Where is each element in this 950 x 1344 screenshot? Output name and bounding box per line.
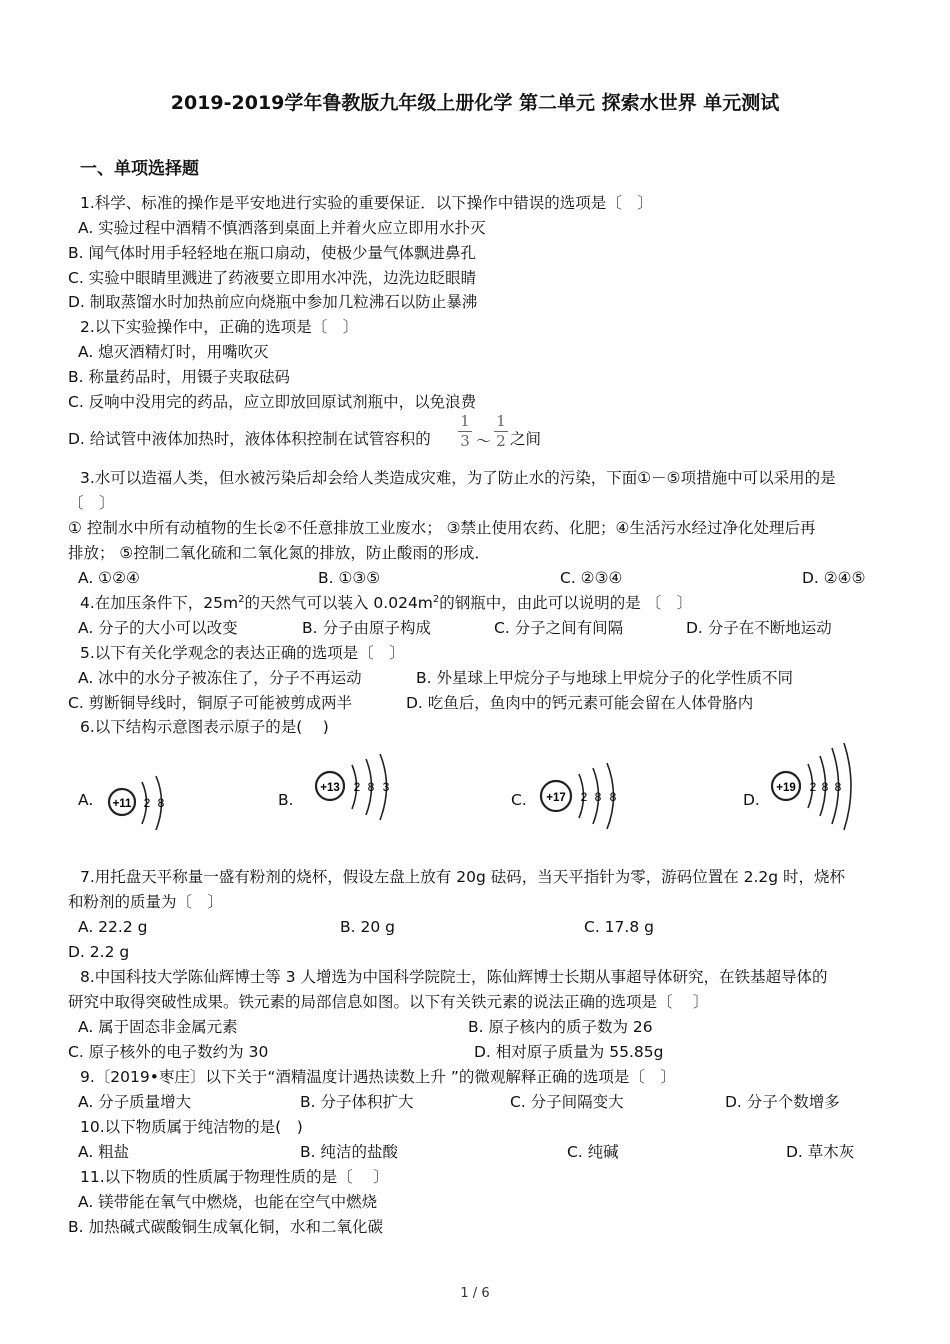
shell-electron-count: 8 [821, 780, 829, 794]
q10-option-a: A. 粗盐 [78, 1143, 130, 1161]
nucleus-charge: +17 [546, 792, 566, 804]
q9-option-b: B. 分子体积扩大 [300, 1093, 414, 1111]
fraction-one-third-denominator: 3 [460, 432, 470, 450]
q8-stem-line2: 研究中取得突破性成果。铁元素的局部信息如图。以下有关铁元素的说法正确的选项是〔 〕 [68, 993, 709, 1011]
q4-superscript-1: 2 [238, 593, 245, 605]
q10-option-b: B. 纯洁的盐酸 [300, 1143, 398, 1161]
q2-stem: 2.以下实验操作中，正确的选项是〔 〕 [80, 318, 359, 336]
q9-stem: 9.〔2019•枣庄〕以下关于“酒精温度计遇热读数上升 ”的微观解释正确的选项是〔 〕 [80, 1068, 676, 1086]
q2-option-d: D. 给试管中液体加热时，液体体积控制在试管容积的 [68, 430, 431, 448]
q3-measures-line2: 排放； ⑤控制二氧化硫和二氧化氮的排放，防止酸雨的形成． [68, 544, 490, 562]
q9-option-d: D. 分子个数增多 [725, 1093, 840, 1111]
q3-option-a: A. ①②④ [78, 569, 140, 587]
q9-option-c: C. 分子间隔变大 [510, 1093, 624, 1111]
q3-option-b: B. ①③⑤ [318, 569, 381, 587]
q3-measures-line1: ① 控制水中所有动植物的生长②不任意排放工业废水； ③禁止使用农药、化肥；④生活污水经过净化处理后再 [68, 519, 816, 537]
q6-option-a-label: A. [78, 791, 94, 809]
q4-stem [80, 592, 692, 614]
q1-option-c: C. 实验中眼睛里溅进了药液要立即用水冲洗，边洗边眨眼睛 [68, 269, 477, 287]
q6-option-c-label: C. [511, 791, 527, 809]
shell-electron-count: 3 [382, 780, 390, 794]
q6-option-d-label: D. [743, 791, 760, 809]
atom-diagram-d [766, 742, 858, 834]
shell-electron-count: 2 [353, 780, 361, 794]
q3-stem-line2: 〔 〕 [68, 494, 115, 512]
q4-stem-part2: 的天然气可以装入 0.024m [244, 594, 433, 612]
q1-option-d: D. 制取蒸馏水时加热前应向烧瓶中参加几粒沸石以防止暴沸 [68, 293, 478, 311]
q11-stem: 11.以下物质的性质属于物理性质的是〔 〕 [80, 1168, 389, 1186]
q10-option-c: C. 纯碱 [567, 1143, 619, 1161]
page-number: 1 / 6 [460, 1286, 490, 1301]
nucleus-charge: +13 [320, 782, 340, 794]
q10-stem: 10.以下物质属于纯洁物的是( ) [80, 1118, 303, 1136]
q8-option-a: A. 属于固态非金属元素 [78, 1018, 238, 1036]
range-tilde: ～ [476, 432, 492, 450]
document-title: 2019-2019学年鲁教版九年级上册化学 第二单元 探索水世界 单元测试 [170, 92, 780, 114]
q7-stem-line2: 和粉剂的质量为〔 〕 [68, 893, 224, 911]
fraction-one-third-numerator: 1 [460, 412, 470, 430]
fraction-one-half-numerator: 1 [496, 412, 506, 430]
q3-stem-line1: 3.水可以造福人类，但水被污染后却会给人类造成灾难，为了防止水的污染，下面①－⑤项措施中可以采用的是 [80, 469, 836, 487]
q11-option-b: B. 加热碱式碳酸铜生成氧化铜，水和二氧化碳 [68, 1218, 383, 1236]
q2-option-a: A. 熄灭酒精灯时，用嘴吹灭 [78, 343, 269, 361]
shell-electron-count: 2 [143, 796, 151, 810]
q7-option-c: C. 17.8 g [584, 918, 654, 936]
q2-option-b: B. 称量药品时，用镊子夹取砝码 [68, 368, 290, 386]
shell-electron-count: 8 [157, 796, 165, 810]
q8-option-d: D. 相对原子质量为 55.85g [474, 1043, 664, 1061]
q5-stem: 5.以下有关化学观念的表达正确的选项是〔 〕 [80, 644, 405, 662]
shell-electron-count: 8 [367, 780, 375, 794]
shell-electron-count: 8 [609, 790, 617, 804]
fraction-one-half [494, 413, 508, 450]
q4-superscript-2: 2 [432, 593, 440, 605]
fraction-one-third [458, 413, 472, 450]
q5-option-d: D. 吃鱼后，鱼肉中的钙元素可能会留在人体骨胳内 [406, 694, 754, 712]
q1-option-b: B. 闻气体时用手轻轻地在瓶口扇动，使极少量气体飘进鼻孔 [68, 244, 476, 262]
q4-stem-part1: 4.在加压条件下，25m [80, 594, 239, 612]
q3-option-c: C. ②③④ [560, 569, 623, 587]
q5-option-b: B. 外星球上甲烷分子与地球上甲烷分子的化学性质不同 [416, 669, 793, 687]
q1-stem: 1.科学、标准的操作是平安地进行实验的重要保证．以下操作中错误的选项是〔 〕 [80, 194, 653, 212]
shell-electron-count: 8 [834, 780, 842, 794]
atom-diagram-c [535, 760, 631, 832]
q2-option-c: C. 反响中没用完的药品，应立即放回原试剂瓶中，以免浪费 [68, 393, 477, 411]
q4-option-b: B. 分子由原子构成 [302, 619, 431, 637]
atom-diagram-a [104, 768, 184, 838]
q4-stem-part3: 的钢瓶中，由此可以说明的是 〔 〕 [439, 594, 693, 612]
electron-shell-arc [844, 743, 851, 830]
q4-option-d: D. 分子在不断地运动 [686, 619, 832, 637]
q7-option-d: D. 2.2 g [68, 943, 130, 961]
shell-electron-count: 8 [594, 790, 602, 804]
q9-option-a: A. 分子质量增大 [78, 1093, 192, 1111]
q8-option-c: C. 原子核外的电子数约为 30 [68, 1043, 269, 1061]
q5-option-a: A. 冰中的水分子被冻住了，分子不再运动 [78, 669, 362, 687]
q3-option-d: D. ②④⑤ [802, 569, 866, 587]
q8-stem-line1: 8.中国科技大学陈仙辉博士等 3 人增选为中国科学院院士，陈仙辉博士长期从事超导体研究，在铁基超导体的 [80, 968, 828, 986]
q7-option-a: A. 22.2 g [78, 918, 148, 936]
shell-electron-count: 2 [809, 780, 817, 794]
atom-diagram-b [310, 752, 406, 824]
q5-option-c: C. 剪断铜导线时，铜原子可能被剪成两半 [68, 694, 353, 712]
q7-stem-line1: 7.用托盘天平称量一盛有粉剂的烧杯，假设左盘上放有 20g 砝码，当天平指针为零，游码位置在 2.2g 时，烧杯 [80, 868, 846, 886]
section-heading: 一、单项选择题 [80, 159, 199, 179]
q7-option-b: B. 20 g [340, 918, 395, 936]
q4-option-a: A. 分子的大小可以改变 [78, 619, 238, 637]
shell-electron-count: 2 [580, 790, 588, 804]
nucleus-charge: +11 [112, 798, 132, 810]
q2-option-d-end: 之间 [510, 430, 542, 448]
q8-option-b: B. 原子核内的质子数为 26 [468, 1018, 653, 1036]
fraction-one-half-denominator: 2 [496, 432, 506, 450]
q6-stem: 6.以下结构示意图表示原子的是( ) [80, 718, 329, 736]
q1-option-a: A. 实验过程中酒精不慎洒落到桌面上并着火应立即用水扑灭 [78, 219, 486, 237]
q10-option-d: D. 草木灰 [786, 1143, 855, 1161]
q6-option-b-label: B. [278, 791, 294, 809]
q4-option-c: C. 分子之间有间隔 [494, 619, 624, 637]
q11-option-a: A. 镁带能在氧气中燃烧，也能在空气中燃烧 [78, 1193, 378, 1211]
nucleus-charge: +19 [776, 782, 796, 794]
